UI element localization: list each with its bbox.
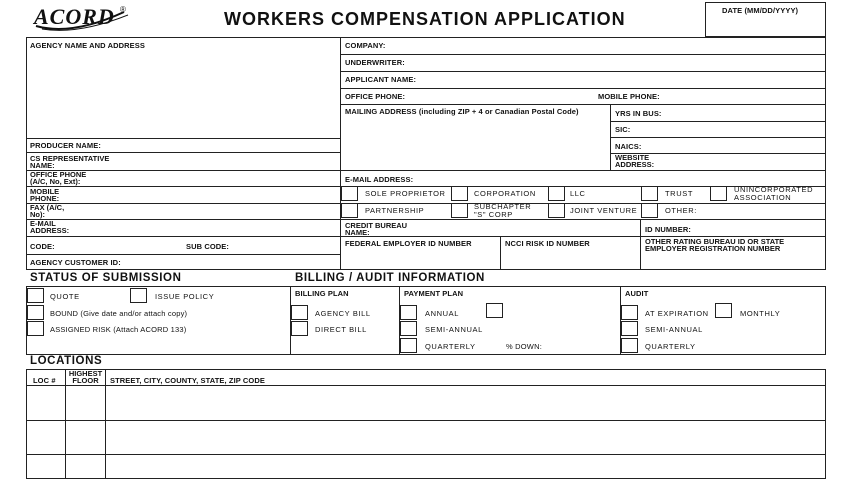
llc-label: LLC [570, 189, 586, 198]
unincorporated-checkbox[interactable] [710, 186, 727, 201]
other-entity-checkbox[interactable] [641, 203, 658, 218]
table-row[interactable] [27, 421, 825, 454]
bound-checkbox[interactable] [27, 305, 44, 320]
fein-label: FEDERAL EMPLOYER ID NUMBER [345, 239, 472, 248]
bound-label: BOUND (Give date and/or attach copy) [50, 309, 188, 318]
ncci-label: NCCI RISK ID NUMBER [505, 239, 590, 248]
agency-bill-label: AGENCY BILL [315, 309, 371, 318]
annual-extra-checkbox[interactable] [486, 303, 503, 318]
pct-down-label: % DOWN: [506, 342, 542, 351]
status-heading: STATUS OF SUBMISSION [30, 272, 182, 284]
agency-mobile-phone-label: MOBILE PHONE: [30, 187, 60, 203]
yrs-in-bus-label: YRS IN BUS: [615, 109, 662, 118]
subchapter-label: SUBCHAPTER "S" CORP [474, 202, 532, 219]
other-entity-label: OTHER: [665, 206, 697, 215]
unincorporated-label: UNINCORPORATED ASSOCIATION [734, 185, 814, 202]
applicant-office-phone-label: OFFICE PHONE: [345, 92, 406, 101]
table-row[interactable] [27, 455, 825, 471]
logo-registered: ® [120, 5, 126, 14]
applicant-email-label: E-MAIL ADDRESS: [345, 175, 414, 184]
trust-checkbox[interactable] [641, 186, 658, 201]
quote-checkbox[interactable] [27, 288, 44, 303]
producer-name-label: PRODUCER NAME: [30, 141, 101, 150]
monthly-label: MONTHLY [740, 309, 781, 318]
trust-label: TRUST [665, 189, 693, 198]
website-label: WEBSITE ADDRESS: [615, 153, 655, 169]
sole-proprietor-label: SOLE PROPRIETOR [365, 189, 446, 198]
audit-semi-annual-label: SEMI-ANNUAL [645, 325, 703, 334]
agency-office-phone-label: OFFICE PHONE (A/C, No, Ext): [30, 170, 87, 186]
semi-annual-checkbox[interactable] [400, 321, 417, 336]
corporation-checkbox[interactable] [451, 186, 468, 201]
credit-bureau-label: CREDIT BUREAU NAME: [345, 221, 408, 237]
mailing-address-label: MAILING ADDRESS (including ZIP + 4 or Canadian Postal Code) [345, 107, 579, 116]
quarterly-label: QUARTERLY [425, 342, 476, 351]
audit-semi-annual-checkbox[interactable] [621, 321, 638, 336]
applicant-mobile-phone-label: MOBILE PHONE: [598, 92, 660, 101]
corporation-label: CORPORATION [474, 189, 536, 198]
billing-plan-label: BILLING PLAN [295, 289, 349, 298]
audit-quarterly-label: QUARTERLY [645, 342, 696, 351]
monthly-checkbox[interactable] [715, 303, 732, 318]
partnership-checkbox[interactable] [341, 203, 358, 218]
partnership-label: PARTNERSHIP [365, 206, 425, 215]
annual-label: ANNUAL [425, 309, 460, 318]
quarterly-checkbox[interactable] [400, 338, 417, 353]
sole-proprietor-checkbox[interactable] [341, 186, 358, 201]
col-floor-header: HIGHEST FLOOR [68, 369, 103, 385]
applicant-name-label: APPLICANT NAME: [345, 75, 417, 84]
subchapter-checkbox[interactable] [451, 203, 468, 218]
at-expiration-label: AT EXPIRATION [645, 309, 709, 318]
llc-checkbox[interactable] [548, 186, 565, 201]
agency-name-address-label: AGENCY NAME AND ADDRESS [30, 41, 145, 50]
direct-bill-checkbox[interactable] [291, 321, 308, 336]
acord-logo [32, 2, 132, 36]
underwriter-label: UNDERWRITER: [345, 58, 405, 67]
agency-customer-id-label: AGENCY CUSTOMER ID: [30, 258, 121, 267]
issue-policy-checkbox[interactable] [130, 288, 147, 303]
annual-checkbox[interactable] [400, 305, 417, 320]
audit-quarterly-checkbox[interactable] [621, 338, 638, 353]
id-number-label: ID NUMBER: [645, 225, 691, 234]
assigned-risk-checkbox[interactable] [27, 321, 44, 336]
code-label: CODE: [30, 242, 55, 251]
date-field[interactable] [705, 2, 826, 37]
audit-label: AUDIT [625, 289, 649, 298]
direct-bill-label: DIRECT BILL [315, 325, 367, 334]
billing-heading: BILLING / AUDIT INFORMATION [295, 272, 485, 284]
locations-heading: LOCATIONS [30, 355, 103, 367]
at-expiration-checkbox[interactable] [621, 305, 638, 320]
quote-label: QUOTE [50, 292, 80, 301]
semi-annual-label: SEMI-ANNUAL [425, 325, 483, 334]
other-rating-label: OTHER RATING BUREAU ID OR STATE EMPLOYER REGISTRATION NUMBER [645, 237, 785, 253]
joint-venture-checkbox[interactable] [548, 203, 565, 218]
col-address-header: STREET, CITY, COUNTY, STATE, ZIP CODE [110, 376, 265, 385]
col-loc-header: LOC # [33, 376, 56, 385]
form-title: WORKERS COMPENSATION APPLICATION [224, 9, 626, 29]
agency-fax-label: FAX (A/C, No): [30, 203, 65, 219]
joint-venture-label: JOINT VENTURE [570, 206, 638, 215]
date-label: DATE (MM/DD/YYYY) [722, 6, 799, 15]
agency-bill-checkbox[interactable] [291, 305, 308, 320]
naics-label: NAICS: [615, 142, 642, 151]
sic-label: SIC: [615, 125, 631, 134]
agency-email-label: E-MAIL ADDRESS: [30, 219, 70, 235]
assigned-risk-label: ASSIGNED RISK (Attach ACORD 133) [50, 325, 187, 334]
company-label: COMPANY: [345, 41, 386, 50]
cs-rep-label: CS REPRESENTATIVE NAME: [30, 154, 110, 170]
sub-code-label: SUB CODE: [186, 242, 229, 251]
payment-plan-label: PAYMENT PLAN [404, 289, 464, 298]
issue-policy-label: ISSUE POLICY [155, 292, 215, 301]
logo-text: ACORD [34, 4, 115, 29]
agency-name-address-field[interactable] [27, 38, 339, 138]
table-row[interactable] [27, 386, 825, 420]
